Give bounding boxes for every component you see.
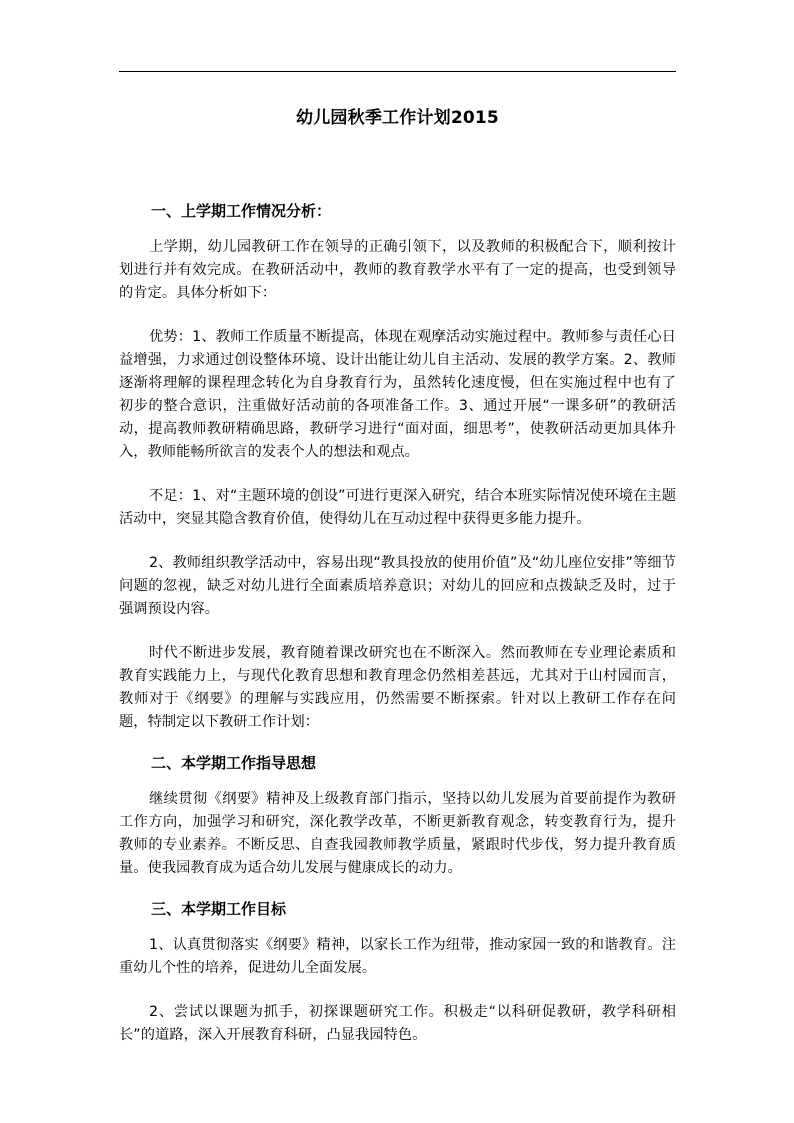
paragraph: 时代不断进步发展，教育随着课改研究也在不断深入。然而教师在专业理论素质和教育实践能力上，与现代化教育思想和教育理念仍然相差甚远，尤其对于山村园而言，教师对于《纲要》的理解与实践应用，仍然需要不断探索。针对以上教研工作存在问题，特制定以下教研工作计划：	[119, 645, 676, 730]
section-heading: 二、本学期工作指导思想	[151, 754, 317, 772]
header-rule	[119, 71, 676, 72]
section-heading: 三、本学期工作目标	[151, 900, 287, 918]
paragraph: 继续贯彻《纲要》精神及上级教育部门指示，坚持以幼儿发展为首要前提作为教研工作方向，加强学习和研究，深化教学改革，不断更新教育观念，转变教育行为，提升教师的专业素养。不断反思、自查我园教师教学质量，紧跟时代步伐，努力提升教育质量。使我园教育成为适合幼儿发展与健康成长的动力。	[119, 791, 676, 876]
paragraph: 1、认真贯彻落实《纲要》精神，以家长工作为纽带，推动家园一致的和谐教育。注重幼儿个性的培养，促进幼儿全面发展。	[119, 937, 676, 976]
section-previous-term-analysis	[119, 196, 676, 734]
section-guiding-ideology	[119, 748, 676, 880]
section-work-goals	[119, 894, 676, 1047]
paragraph: 2、尝试以课题为抓手，初探课题研究工作。积极走“以科研促教研，教学科研相长”的道路，深入开展教育科研，凸显我园特色。	[119, 1004, 676, 1043]
document-body	[119, 196, 676, 1047]
document-title: 幼儿园秋季工作计划2015	[296, 108, 499, 128]
paragraph: 不足：1、对“主题环境的创设”可进行更深入研究，结合本班实际情况使环境在主题活动中，突显其隐含教育价值，使得幼儿在互动过程中获得更多能力提升。	[119, 488, 676, 527]
paragraph: 优势：1、教师工作质量不断提高，体现在观摩活动实施过程中。教师参与责任心日益增强，力求通过创设整体环境、设计出能让幼儿自主活动、发展的教学方案。2、教师逐渐将理解的课程理念转化为自身教育行为，虽然转化速度慢，但在实施过程中也有了初步的整合意识，注重做好活动前的各项准备工作。3、通过开展“一课多研”的教研活动，提高教师教研精确思路，教研学习进行“面对面，细思考”，使教研活动更加具体升入，教师能畅所欲言的发表个人的想法和观点。	[119, 329, 676, 460]
section-heading: 一、上学期工作情况分析：	[151, 202, 332, 220]
paragraph: 上学期，幼儿园教研工作在领导的正确引领下，以及教师的积极配合下，顺利按计划进行并有效完成。在教研活动中，教师的教育教学水平有了一定的提高，也受到领导的肯定。具体分析如下：	[119, 239, 676, 301]
paragraph: 2、教师组织教学活动中，容易出现“教具投放的使用价值”及“幼儿座位安排”等细节问题的忽视，缺乏对幼儿进行全面素质培养意识；对幼儿的回应和点拨缺乏及时，过于强调预设内容。	[119, 555, 676, 617]
